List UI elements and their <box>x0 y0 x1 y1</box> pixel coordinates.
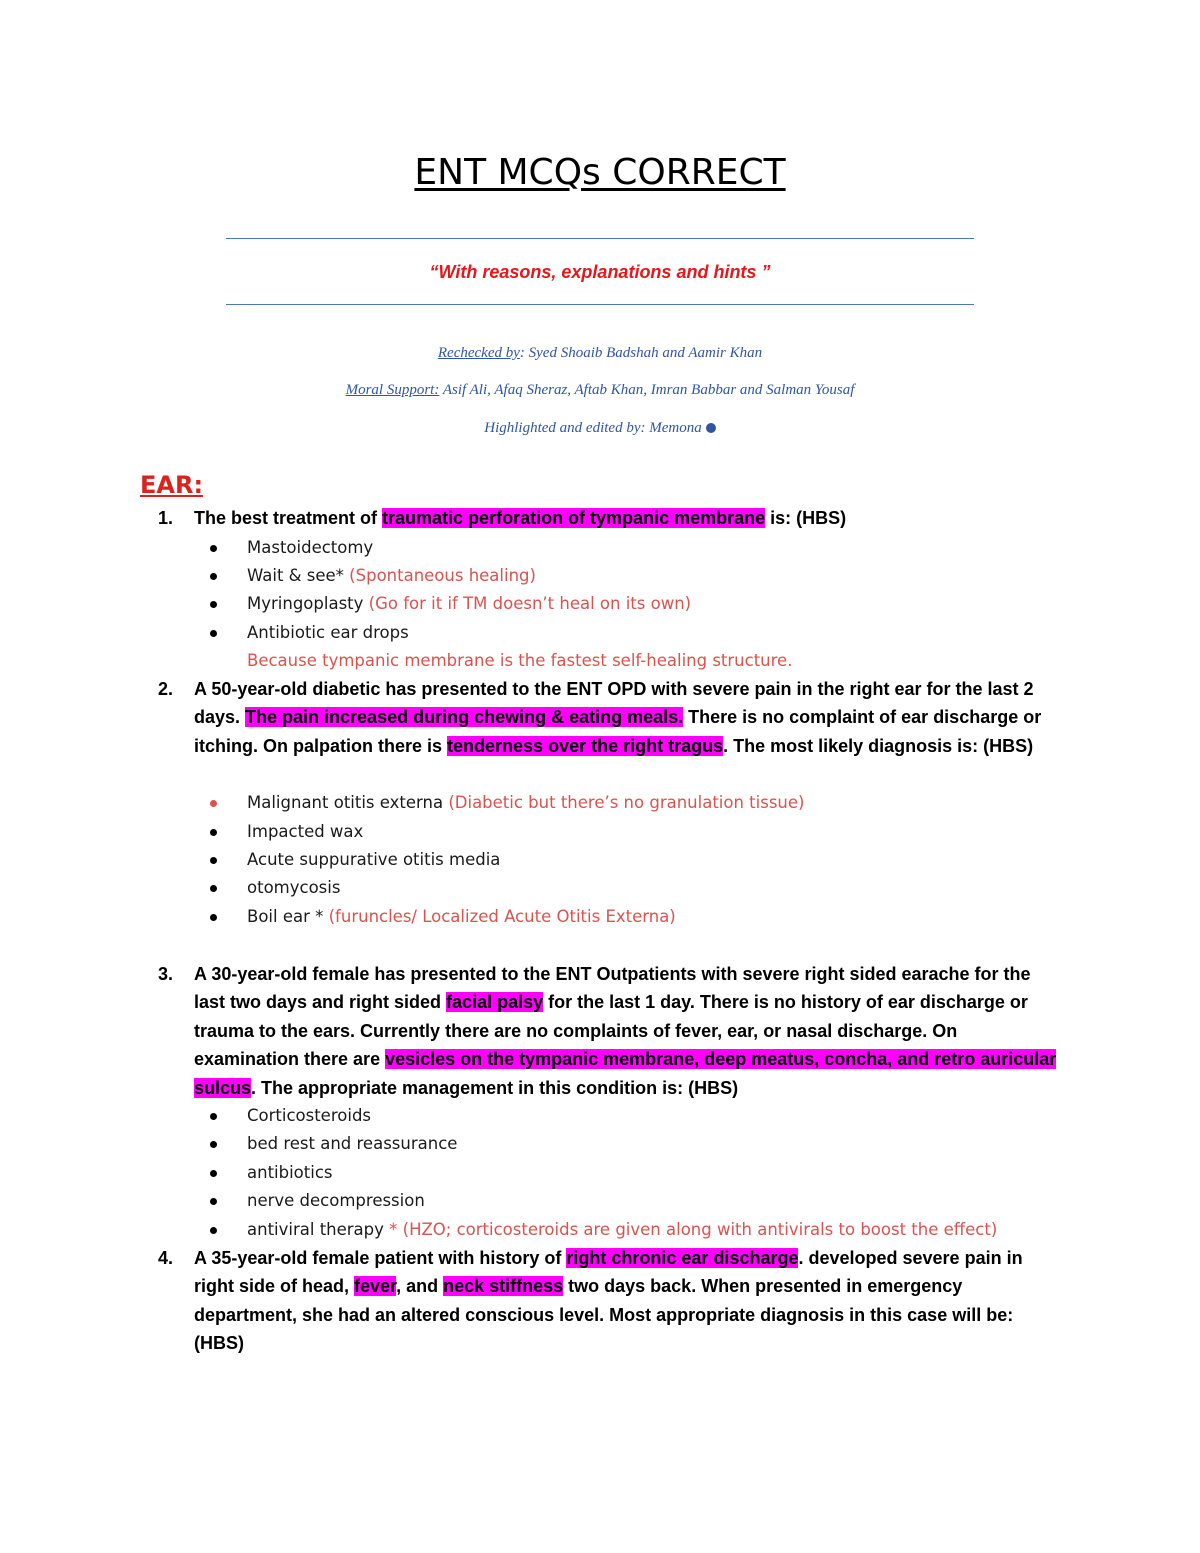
question-text-part: . developed severe pain in right side of head, <box>194 1248 1023 1297</box>
question-text-part: for the last 1 day. There is no history of ear discharge or trauma to the ears. Currently there are no complaints of fever, ear, or nasal discharge. On examination there are <box>194 992 1028 1070</box>
bullet-icon <box>210 857 217 864</box>
option-text: otomycosis <box>247 878 341 897</box>
bullet-icon <box>210 1141 217 1148</box>
option-text: Impacted wax <box>247 822 364 841</box>
question-text-part: . The most likely diagnosis is: (HBS) <box>723 735 1034 756</box>
option-text: Boil ear * <box>247 907 324 926</box>
subtitle: “With reasons, explanations and hints ” <box>429 262 771 282</box>
option-item <box>210 1159 1090 1187</box>
divider-top <box>226 238 974 239</box>
question-text-part: A 30-year-old female has presented to the ENT Outpatients with severe right sided earache for the last two days and right sided <box>194 964 1031 1013</box>
option-item <box>210 874 1090 902</box>
option-note: (Go for it if TM doesn’t heal on its own) <box>363 594 692 613</box>
option-item <box>210 1216 1090 1244</box>
question-number: 1. <box>158 508 174 528</box>
bullet-icon <box>210 573 217 580</box>
moral-support-label: Moral Support: <box>345 382 440 398</box>
question-text <box>194 960 1058 1102</box>
rechecked-line <box>0 342 1200 364</box>
question-text-part: A 50-year-old diabetic has presented to the ENT OPD with severe pain in the right ear for the last 2 days. <box>194 679 1034 728</box>
question-text-part: There is no complaint of ear discharge or itching. On palpation there is <box>194 707 1042 756</box>
highlighted-text: neck stiffness <box>443 1276 564 1297</box>
option-item <box>210 1130 1090 1158</box>
option-item <box>210 818 1090 846</box>
question-text-part: . The appropriate management in this condition is: (HBS) <box>251 1077 739 1098</box>
question-text-part: two days back. When presented in emergency department, she had an altered conscious level. Most appropriate diagnosis in this case will be: (HBS) <box>194 1276 1014 1354</box>
highlighted-text: vesicles on the tympanic membrane, deep meatus, concha, and retro auricular sulcus <box>194 1049 1057 1098</box>
question-number: 2. <box>158 679 174 699</box>
highlighted-text: The pain increased during chewing & eating meals. <box>245 707 684 728</box>
bullet-icon <box>210 630 217 637</box>
moral-support-value: Asif Ali, Afaq Sheraz, Aftab Khan, Imran Babbar and Salman Yousaf <box>439 382 855 398</box>
question-4 <box>158 1244 1058 1358</box>
option-item <box>210 590 1090 618</box>
highlighted-text: tenderness over the right tragus <box>447 735 724 756</box>
question-text-part: is: (HBS) <box>765 508 847 528</box>
highlighted-by-text: Highlighted and edited by: Memona <box>484 420 702 436</box>
question-number: 3. <box>158 964 174 984</box>
highlighted-text: fever <box>354 1276 397 1297</box>
question-text-part: The best treatment of <box>194 508 383 528</box>
question-1 <box>158 504 1058 532</box>
divider-bottom <box>226 304 974 305</box>
bullet-icon <box>210 545 217 552</box>
explanation-text: Because tympanic membrane is the fastest self-healing structure. <box>247 651 793 670</box>
option-item <box>210 619 1090 647</box>
bullet-icon <box>210 914 217 921</box>
question-3 <box>158 960 1058 1102</box>
moral-support-line <box>0 379 1200 401</box>
option-text: nerve decompression <box>247 1191 425 1210</box>
highlighted-text: traumatic perforation of tympanic membrane <box>382 508 766 528</box>
question-number: 4. <box>158 1248 174 1268</box>
option-item <box>210 1102 1090 1130</box>
bullet-icon <box>210 885 217 892</box>
bullet-icon <box>210 1198 217 1205</box>
highlighted-text: facial palsy <box>446 992 544 1013</box>
option-text: Mastoidectomy <box>247 538 374 557</box>
question-text-part: , and <box>396 1276 444 1297</box>
option-text: Malignant otitis externa <box>247 793 444 812</box>
option-text: antibiotics <box>247 1163 333 1182</box>
option-item <box>210 562 1090 590</box>
rechecked-value: : Syed Shoaib Badshah and Aamir Khan <box>519 345 763 361</box>
option-text: Acute suppurative otitis media <box>247 850 501 869</box>
option-item <box>210 903 1090 931</box>
bullet-icon <box>210 1227 217 1234</box>
question-2 <box>158 675 1058 760</box>
option-text: Antibiotic ear drops <box>247 623 409 642</box>
option-note: (Diabetic but there’s no granulation tissue) <box>443 793 805 812</box>
bullet-icon <box>210 1113 217 1120</box>
option-note: (furuncles/ Localized Acute Otitis Externa) <box>323 907 676 926</box>
option-item <box>210 846 1090 874</box>
bullet-icon <box>210 829 217 836</box>
highlighted-text: right chronic ear discharge <box>566 1248 799 1268</box>
option-text: Myringoplasty <box>247 594 364 613</box>
option-item <box>210 1187 1090 1215</box>
option-note: * (HZO; corticosteroids are given along with antivirals to boost the effect) <box>383 1220 998 1239</box>
option-text: bed rest and reassurance <box>247 1134 458 1153</box>
highlighted-by-line <box>0 417 1200 439</box>
question-text <box>194 504 1058 532</box>
option-text: Corticosteroids <box>247 1106 372 1125</box>
option-item <box>210 789 1090 817</box>
bullet-icon <box>210 800 217 807</box>
question-text <box>194 1244 1058 1358</box>
rechecked-label: Rechecked by <box>437 345 520 361</box>
option-text: Wait & see* <box>247 566 344 585</box>
option-item <box>210 534 1090 562</box>
question-text-part: A 35-year-old female patient with history of <box>194 1248 567 1268</box>
page-title: ENT MCQs CORRECT <box>414 152 786 193</box>
option-text: antiviral therapy <box>247 1220 384 1239</box>
bullet-icon <box>210 1170 217 1177</box>
bullet-icon <box>210 601 217 608</box>
section-title-ear: EAR: <box>140 471 204 499</box>
question-text <box>194 675 1058 760</box>
option-note: (Spontaneous healing) <box>343 566 536 585</box>
blue-dot-icon <box>706 423 716 433</box>
